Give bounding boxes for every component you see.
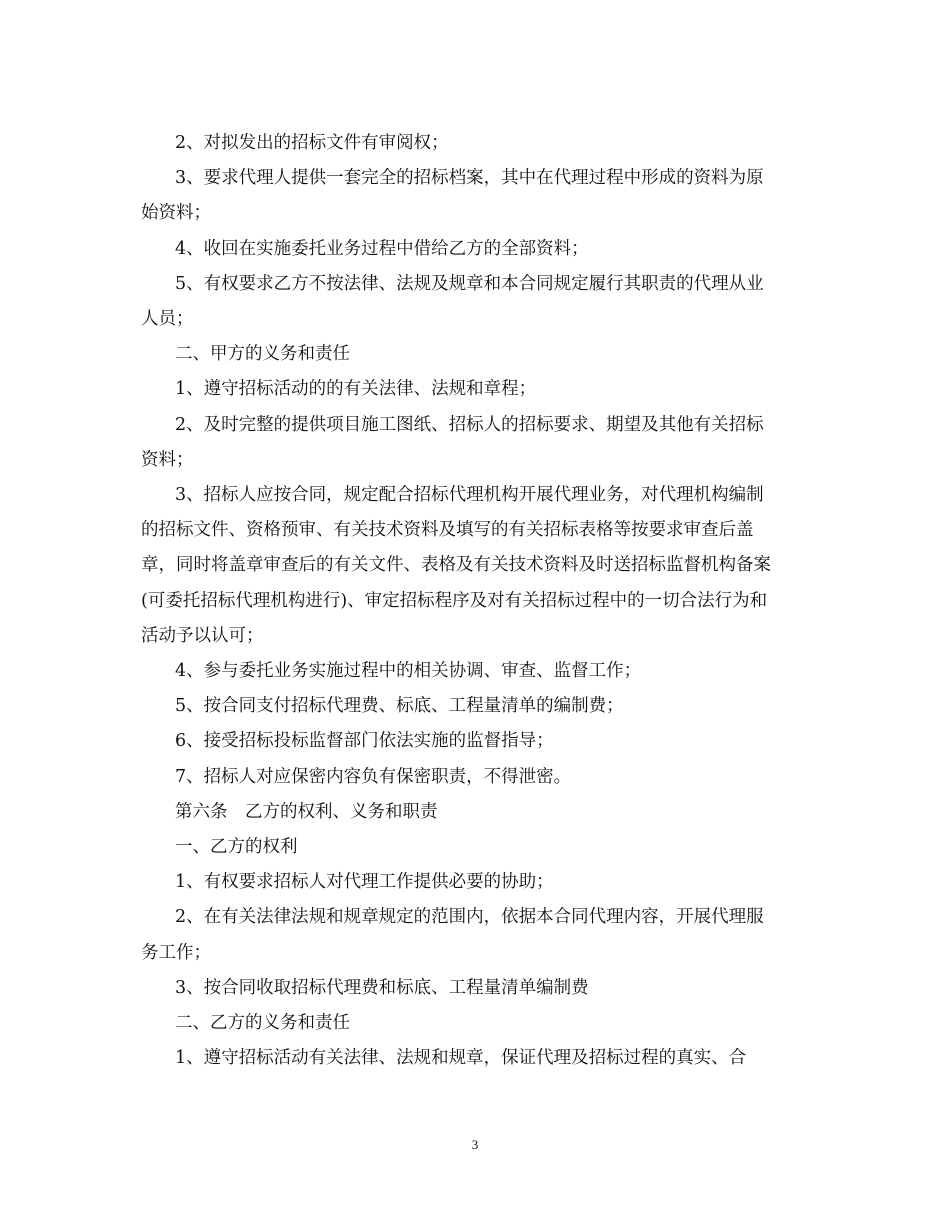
- text-line: 二、乙方的义务和责任: [175, 1013, 350, 1034]
- text-line: 人员；: [141, 309, 194, 330]
- text-line: (可委托招标代理机构进行)、审定招标程序及对有关招标过程中的一切合法行为和: [141, 590, 768, 611]
- text-line: 第六条 乙方的权利、义务和职责: [175, 801, 438, 822]
- text-line: 2、在有关法律法规和规章规定的范围内，依据本合同代理内容，开展代理服: [175, 907, 764, 928]
- text-line: 1、有权要求招标人对代理工作提供必要的协助；: [175, 872, 554, 893]
- text-line: 5、按合同支付招标代理费、标底、工程量清单的编制费；: [175, 696, 624, 717]
- text-line: 3、要求代理人提供一套完全的招标档案，其中在代理过程中形成的资料为原: [175, 168, 764, 189]
- text-line: 务工作；: [141, 942, 211, 963]
- text-line: 1、遵守招标活动有关法律、法规和规章，保证代理及招标过程的真实、合: [175, 1048, 747, 1069]
- text-line: 6、接受招标投标监督部门依法实施的监督指导；: [175, 731, 554, 752]
- text-line: 二、甲方的义务和责任: [175, 344, 350, 365]
- page-number: 3: [471, 1137, 479, 1152]
- text-line: 2、及时完整的提供项目施工图纸、招标人的招标要求、期望及其他有关招标: [175, 414, 764, 435]
- text-line: 章，同时将盖章审查后的有关文件、表格及有关技术资料及时送招标监督机构备案: [141, 555, 771, 576]
- text-line: 始资料；: [141, 203, 211, 224]
- text-line: 7、招标人对应保密内容负有保密职责，不得泄密。: [175, 766, 572, 787]
- text-line: 4、收回在实施委托业务过程中借给乙方的全部资料；: [175, 238, 589, 259]
- text-line: 活动予以认可；: [141, 625, 264, 646]
- text-line: 的招标文件、资格预审、有关技术资料及填写的有关招标表格等按要求审查后盖: [141, 520, 754, 541]
- text-line: 一、乙方的权利: [175, 837, 298, 858]
- text-line: 2、对拟发出的招标文件有审阅权；: [175, 133, 449, 153]
- text-line: 3、按合同收取招标代理费和标底、工程量清单编制费: [175, 977, 589, 998]
- document-body: [141, 126, 813, 1076]
- text-line: 3、招标人应按合同，规定配合招标代理机构开展代理业务，对代理机构编制: [175, 485, 764, 506]
- text-line: 1、遵守招标活动的的有关法律、法规和章程；: [175, 379, 537, 400]
- text-line: 5、有权要求乙方不按法律、法规及规章和本合同规定履行其职责的代理从业: [175, 273, 764, 294]
- text-line: 4、参与委托业务实施过程中的相关协调、审查、监督工作；: [175, 661, 642, 682]
- text-line: 资料；: [141, 449, 194, 470]
